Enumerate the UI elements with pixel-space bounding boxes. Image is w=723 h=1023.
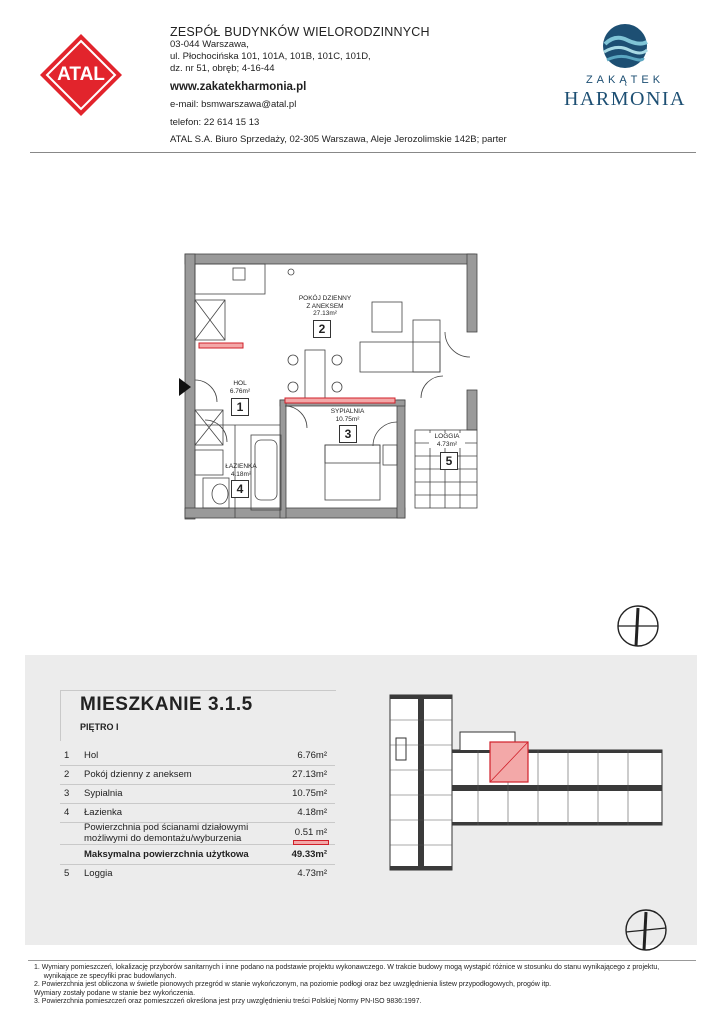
row-number: 1 <box>64 750 70 761</box>
room-name: SYPIALNIA <box>330 408 365 415</box>
row-value: 4.73m² <box>297 868 327 879</box>
header-info <box>170 26 507 146</box>
table-row <box>60 765 335 785</box>
footnotes <box>34 964 694 1007</box>
row-label: Hol <box>84 750 99 761</box>
note-2: 2. Powierzchnia jest obliczona w świetle pionowych przegród w stanie wykończonym, na poziomie podłogi oraz bez uwzględnienia listew przypodłogowych, progów itp. <box>34 981 552 989</box>
row-value: 6.76m² <box>297 750 327 761</box>
header-divider <box>30 152 696 153</box>
room-number-5: 5 <box>440 452 458 470</box>
title-frame <box>60 690 336 741</box>
partition-row <box>60 822 335 845</box>
office-address: ATAL S.A. Biuro Sprzedaży, 02-305 Warszawa, Aleje Jerozolimskie 142B; parter <box>170 134 507 145</box>
email-text[interactable]: e-mail: bsmwarszawa@atal.pl <box>170 99 297 110</box>
room-name-2: Z ANEKSEM <box>306 302 344 310</box>
row-value: 27.13m² <box>292 769 327 780</box>
brand-top: ZAKĄTEK <box>585 74 665 86</box>
room-label-sypialnia <box>325 408 370 423</box>
phone-text: telefon: 22 614 15 13 <box>170 117 260 128</box>
row-number: 3 <box>64 788 70 799</box>
floor-label: PIĘTRO I <box>80 722 119 732</box>
row-value: 10.75m² <box>292 788 327 799</box>
table-row <box>60 746 335 766</box>
room-name: LOGGIA <box>434 433 460 440</box>
room-name: ŁAZIENKA <box>225 463 257 470</box>
room-name: POKÓJ DZIENNY <box>298 295 352 302</box>
partition-value: 0.51 m² <box>294 827 327 838</box>
room-area: 27.13m² <box>313 310 337 317</box>
room-number-2: 2 <box>313 320 331 338</box>
room-label-salon <box>295 295 355 318</box>
note-1: 1. Wymiary pomieszczeń, lokalizację przyborów sanitarnych i inne podano na podstawie projektu wykonawczego. W trakcie budowy mogą wystąpić różnice w stosunku do stanu wynikającego z projektu, <box>34 964 660 971</box>
table-row <box>60 803 335 823</box>
max-area-value: 49.33m² <box>291 849 327 860</box>
note-3: 3. Powierzchnia pomieszczeń oraz pomieszczeń określona jest przy uwzględnieniu treści Polskiej Normy PN-ISO 9836:1997. <box>34 998 422 1006</box>
room-label-loggia <box>429 433 465 448</box>
row-label: Łazienka <box>84 807 123 818</box>
note-1-cont: wynikające ze specyfiki prac budowlanych. <box>34 972 177 980</box>
row-number: 5 <box>64 868 70 879</box>
row-value: 4.18m² <box>297 807 327 818</box>
harmonia-emblem-icon <box>555 22 695 74</box>
row-label: Loggia <box>84 868 113 879</box>
loggia-row <box>60 864 335 883</box>
max-area-row <box>60 845 335 865</box>
compass-icon <box>624 908 668 952</box>
header-address-3: dz. nr 51, obręb; 4-16-44 <box>170 63 275 74</box>
room-name: HOL <box>233 380 247 387</box>
zakatek-harmonia-logo <box>555 22 695 117</box>
atal-logo-text: ATAL <box>57 64 105 85</box>
row-label: Sypialnia <box>84 788 123 799</box>
partition-label-2: możliwymi do demontażu/wyburzenia <box>84 833 242 844</box>
note-2-cont: Wymiary zostały podane w stanie bez wykończenia. <box>34 989 196 997</box>
partition-label-1: Powierzchnia pod ścianami działowymi <box>84 822 249 833</box>
room-area: 4.18m² <box>230 470 252 478</box>
room-area: 6.76m² <box>229 387 251 395</box>
room-number-1: 1 <box>231 398 249 416</box>
row-number: 2 <box>64 769 70 780</box>
room-label-lazienka <box>223 463 259 478</box>
header-address-1: 03-044 Warszawa, <box>170 39 249 50</box>
floor-plan <box>175 250 495 525</box>
row-label: Pokój dzienny z aneksem <box>84 769 192 780</box>
room-number-3: 3 <box>339 425 357 443</box>
notes-divider <box>28 960 696 961</box>
max-area-label: Maksymalna powierzchnia użytkowa <box>84 849 249 860</box>
brand-bottom: HARMONIA <box>564 88 686 110</box>
room-number-4: 4 <box>231 480 249 498</box>
room-area: 10.75m² <box>335 415 360 423</box>
compass-icon <box>616 604 660 648</box>
key-plan <box>378 690 663 875</box>
room-label-hol <box>225 380 255 395</box>
header-title: ZESPÓŁ BUDYNKÓW WIELORODZINNYCH <box>170 25 430 39</box>
table-row <box>60 784 335 804</box>
apartment-title: MIESZKANIE 3.1.5 <box>80 694 253 715</box>
atal-logo <box>38 32 124 118</box>
website-link[interactable]: www.zakatekharmonia.pl <box>170 81 307 93</box>
row-number: 4 <box>64 807 70 818</box>
room-area: 4.73m² <box>436 440 458 448</box>
header-address-2: ul. Płochocińska 101, 101A, 101B, 101C, 101D, <box>170 51 371 62</box>
